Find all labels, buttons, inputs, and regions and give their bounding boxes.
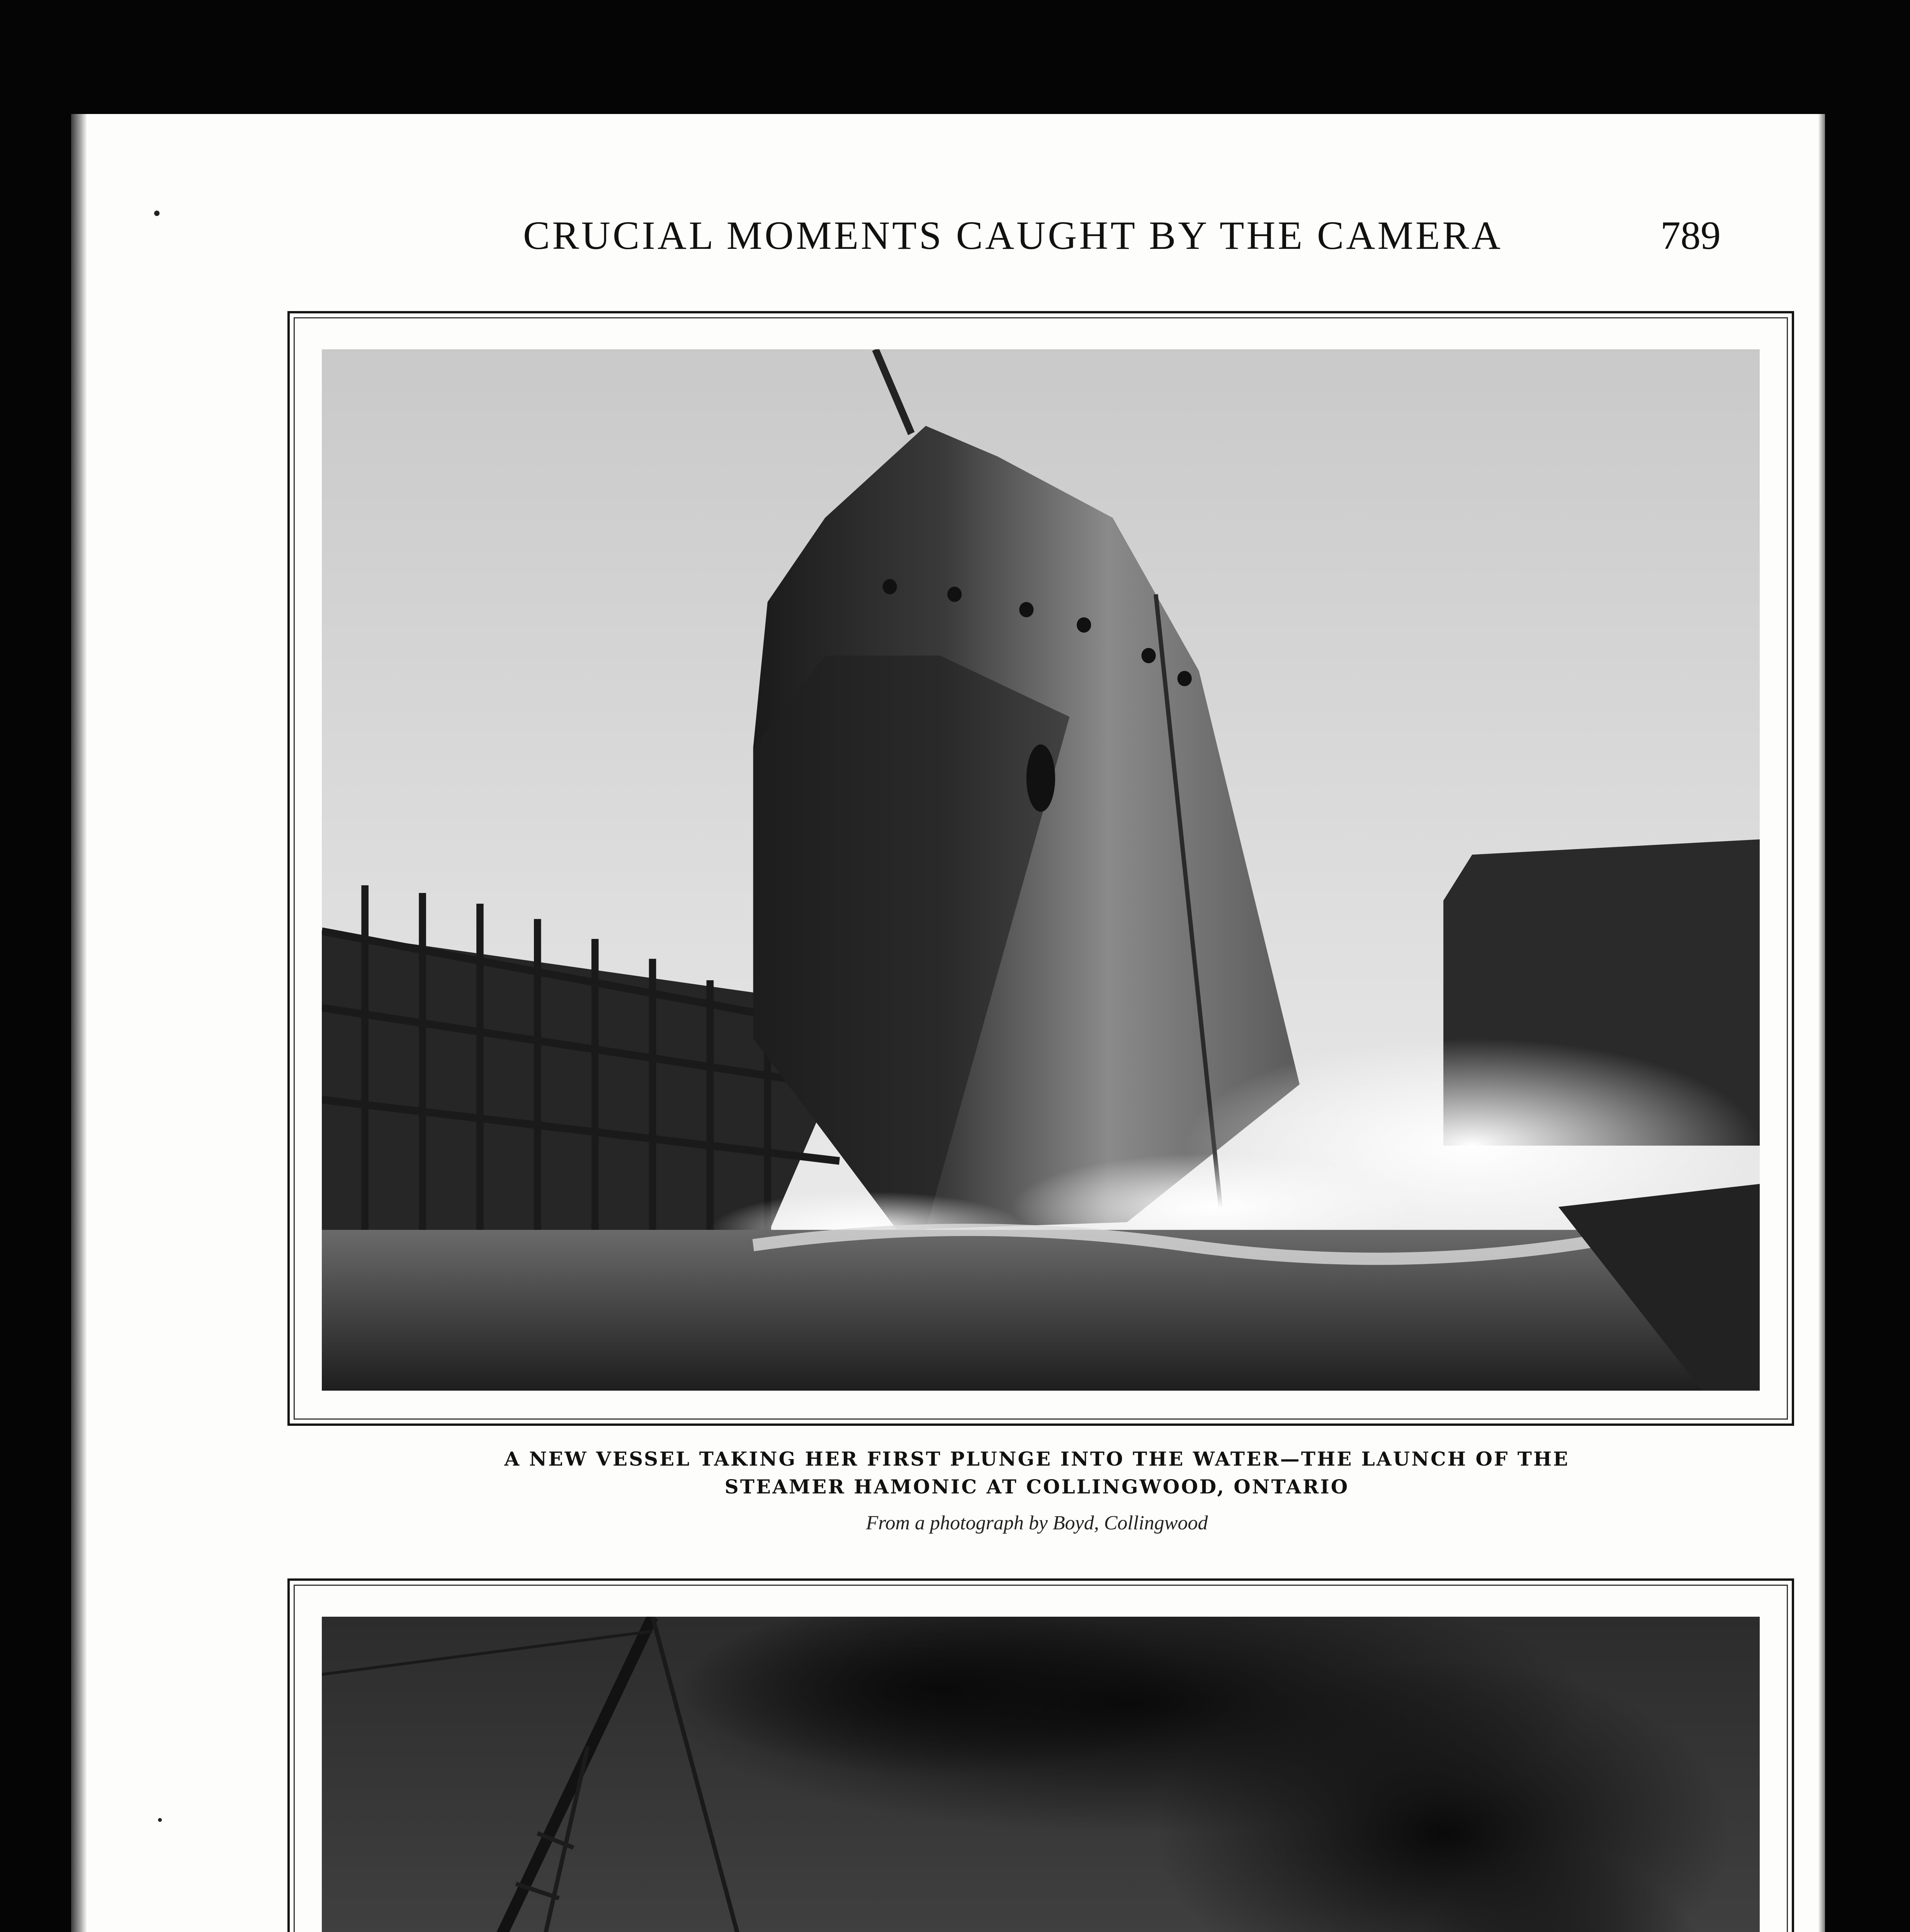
scan-speck [158, 1818, 162, 1822]
plate-frame-sinking [287, 1578, 1794, 1932]
running-title: CRUCIAL MOMENTS CAUGHT BY THE CAMERA [523, 213, 1503, 258]
running-head [523, 213, 1721, 263]
photo-ship-launch [322, 349, 1760, 1391]
page-number: 789 [1660, 213, 1721, 258]
plate-inner-sinking [294, 1585, 1788, 1932]
caption-launch [303, 1445, 1771, 1534]
caption-launch-line2: STEAMER HAMONIC AT COLLINGWOOD, ONTARIO [724, 1475, 1349, 1498]
page-gutter [71, 114, 87, 1932]
photo-sinking-ship [322, 1617, 1760, 1932]
plate-inner-launch [294, 317, 1788, 1420]
page-edge [1818, 114, 1825, 1932]
scan-speck [154, 211, 160, 216]
magazine-page [71, 114, 1825, 1932]
caption-launch-line1: A NEW VESSEL TAKING HER FIRST PLUNGE INTO THE WATER—THE LAUNCH OF THE [504, 1447, 1570, 1470]
plate-frame-launch [287, 311, 1794, 1426]
credit-launch: From a photograph by Boyd, Collingwood [866, 1512, 1208, 1534]
